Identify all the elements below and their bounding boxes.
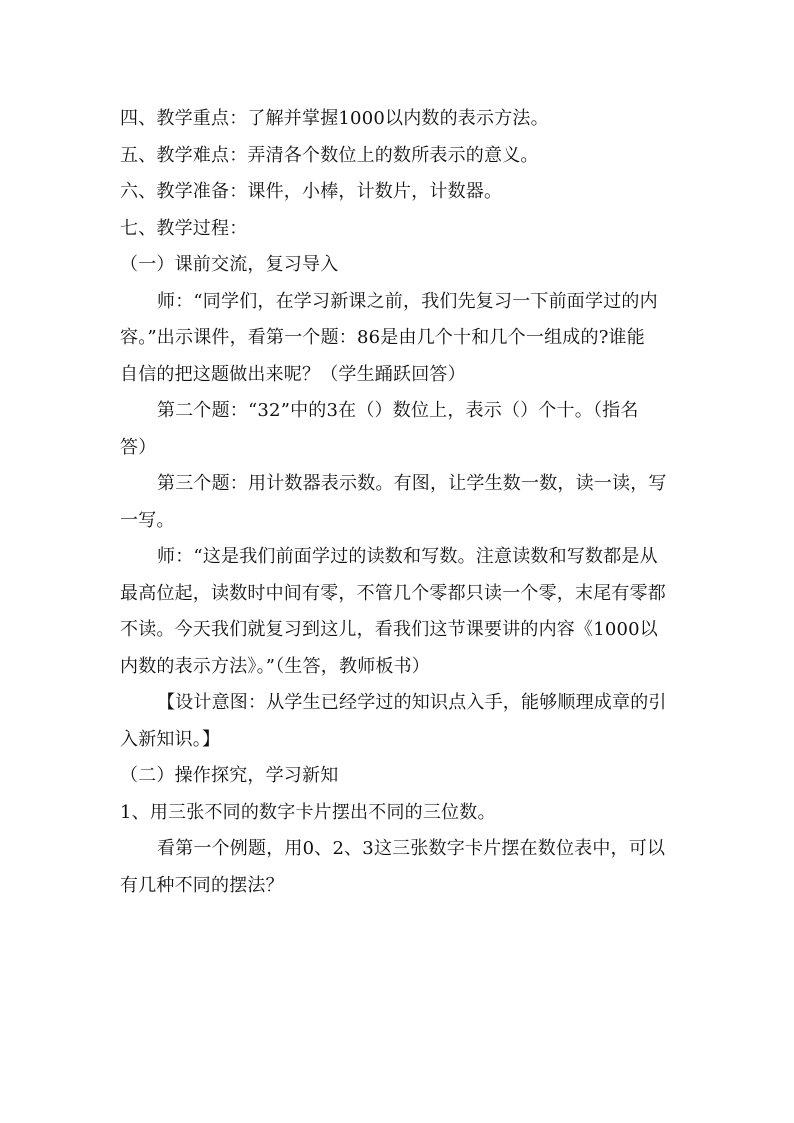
- text-line: 六、教学准备：课件，小棒，计数片，计数器。: [120, 181, 503, 202]
- text-line: 自信的把这题做出来呢？（学生踊跃回答）: [120, 363, 466, 385]
- text-line: 1、用三张不同的数字卡片摆出不同的三位数。: [120, 801, 496, 823]
- text-line: 答）: [120, 436, 157, 458]
- text-line: 入新知识。】: [120, 728, 221, 750]
- section-heading: （一）课前交流，复习导入: [120, 254, 339, 275]
- text-line: 看第一个例题，用0、2、3这三张数字卡片摆在数位表中，可以: [157, 838, 666, 859]
- text-line: 第二个题：“32”中的3在（）数位上，表示（）个十。（指名: [157, 400, 639, 421]
- text-line: 五、教学难点：弄清各个数位上的数所表示的意义。: [120, 144, 539, 166]
- text-line: 一写。: [120, 509, 175, 531]
- text-line: 最高位起，读数时中间有零，不管几个零都只读一个零，末尾有零都: [120, 582, 666, 604]
- text-line: 有几种不同的摆法？: [120, 874, 284, 896]
- text-line: 不读。今天我们就复习到这儿，看我们这节课要讲的内容《1000以: [120, 619, 659, 640]
- text-line: 七、教学过程：: [120, 217, 248, 239]
- text-line: 内数的表示方法》。”（生答，教师板书）: [120, 655, 431, 677]
- document-body: [120, 101, 680, 904]
- text-line: 师：“同学们，在学习新课之前，我们先复习一下前面学过的内: [157, 290, 658, 312]
- text-line: 师：“这是我们前面学过的读数和写数。注意读数和写数都是从: [157, 546, 658, 567]
- text-line: 第三个题：用计数器表示数。有图，让学生数一数，读一读，写: [157, 473, 667, 494]
- section-heading: （二）操作探究，学习新知: [120, 765, 339, 786]
- text-line: 四、教学重点：了解并掌握1000以内数的表示方法。: [120, 108, 549, 129]
- text-line: 【设计意图：从学生已经学过的知识点入手，能够顺理成章的引: [157, 692, 667, 713]
- text-line: 容。”出示课件，看第一个题：86是由几个十和几个一组成的?谁能: [120, 327, 645, 348]
